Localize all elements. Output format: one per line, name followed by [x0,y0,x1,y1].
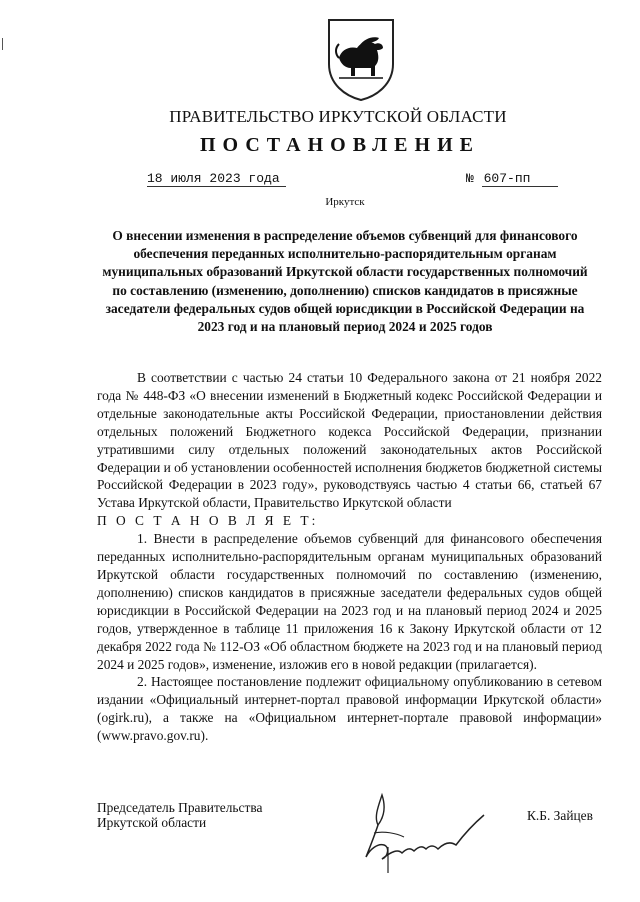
document-type: ПОСТАНОВЛЕНИЕ [200,134,480,156]
item-1-text: 1. Внести в распределение объемов субвенций для финансового обеспечения переданных исполнительно-распорядительным органам муниципальных образований Иркутской области государственных полномочий по составлению (изменению, дополнению) списков кандидатов в присяжные заседатели федеральных судов общей юрисдикции в Российской Федерации на 2023 год и на плановый период 2024 и 2025 годов, утвержденное в таблице 11 приложения 16 к Закону Иркутской области от 12 декабря 2022 года № 112-ОЗ «Об областном бюджете на 2023 год и на плановый период 2024 и 2025 годов», изменение, изложив его в новой редакции (прилагается). [97,531,602,672]
number-value: 607-пп [482,171,558,187]
resolves-heading: П О С Т А Н О В Л Я Е Т: [97,513,319,529]
position-line-2: Иркутской области [97,815,207,830]
number-prefix: № [466,171,474,186]
decree-body [97,369,602,745]
decree-number [466,171,558,187]
item-2-text: 2. Настоящее постановление подлежит официальному опубликованию в сетевом издании «Официальный интернет-портал правовой информации Иркутской области» (ogirk.ru), а также на «Официальном интернет-портале правовой информации» (www.pravo.gov.ru). [97,674,602,744]
city: Иркутск [325,196,365,208]
decree-title: О внесении изменения в распределение объемов субвенций для финансового обеспечения переданных исполнительно-распорядительным органам муниципальных образований Иркутской области государственных полномочий по составлению (изменению, дополнению) списков кандидатов в присяжные заседатели федеральных судов общей юрисдикции в Российской Федерации на 2023 год и на плановый период 2024 и 2025 годов [102,228,588,335]
position-line-1: Председатель Правительства [97,800,263,815]
issuing-authority: ПРАВИТЕЛЬСТВО ИРКУТСКОЙ ОБЛАСТИ [169,107,507,126]
handwritten-signature [344,787,504,879]
signatory-position [97,800,262,830]
list-item [97,673,602,745]
margin-mark [2,38,3,50]
signatory-name: К.Б. Зайцев [527,808,593,823]
coat-of-arms-icon [325,16,397,102]
decree-date: 18 июля 2023 года [147,171,286,187]
list-item [97,530,602,673]
preamble-paragraph: В соответствии с частью 24 статьи 10 Федерального закона от 21 ноября 2022 года № 448-ФЗ «О внесении изменений в Бюджетный кодекс Российской Федерации и отдельные законодательные акты Российской Федерации, приостановлении действия отдельных положений Бюджетного кодекса Российской Федерации, признании утратившими силу отдельных положений законодательных актов Российской Федерации и об установлении особенностей исполнения бюджетов бюджетной системы Российской Федерации в 2023 году», руководствуясь частью 4 статьи 66, статьей 67 Устава Иркутской области, Правительство Иркутской области [97,370,602,511]
